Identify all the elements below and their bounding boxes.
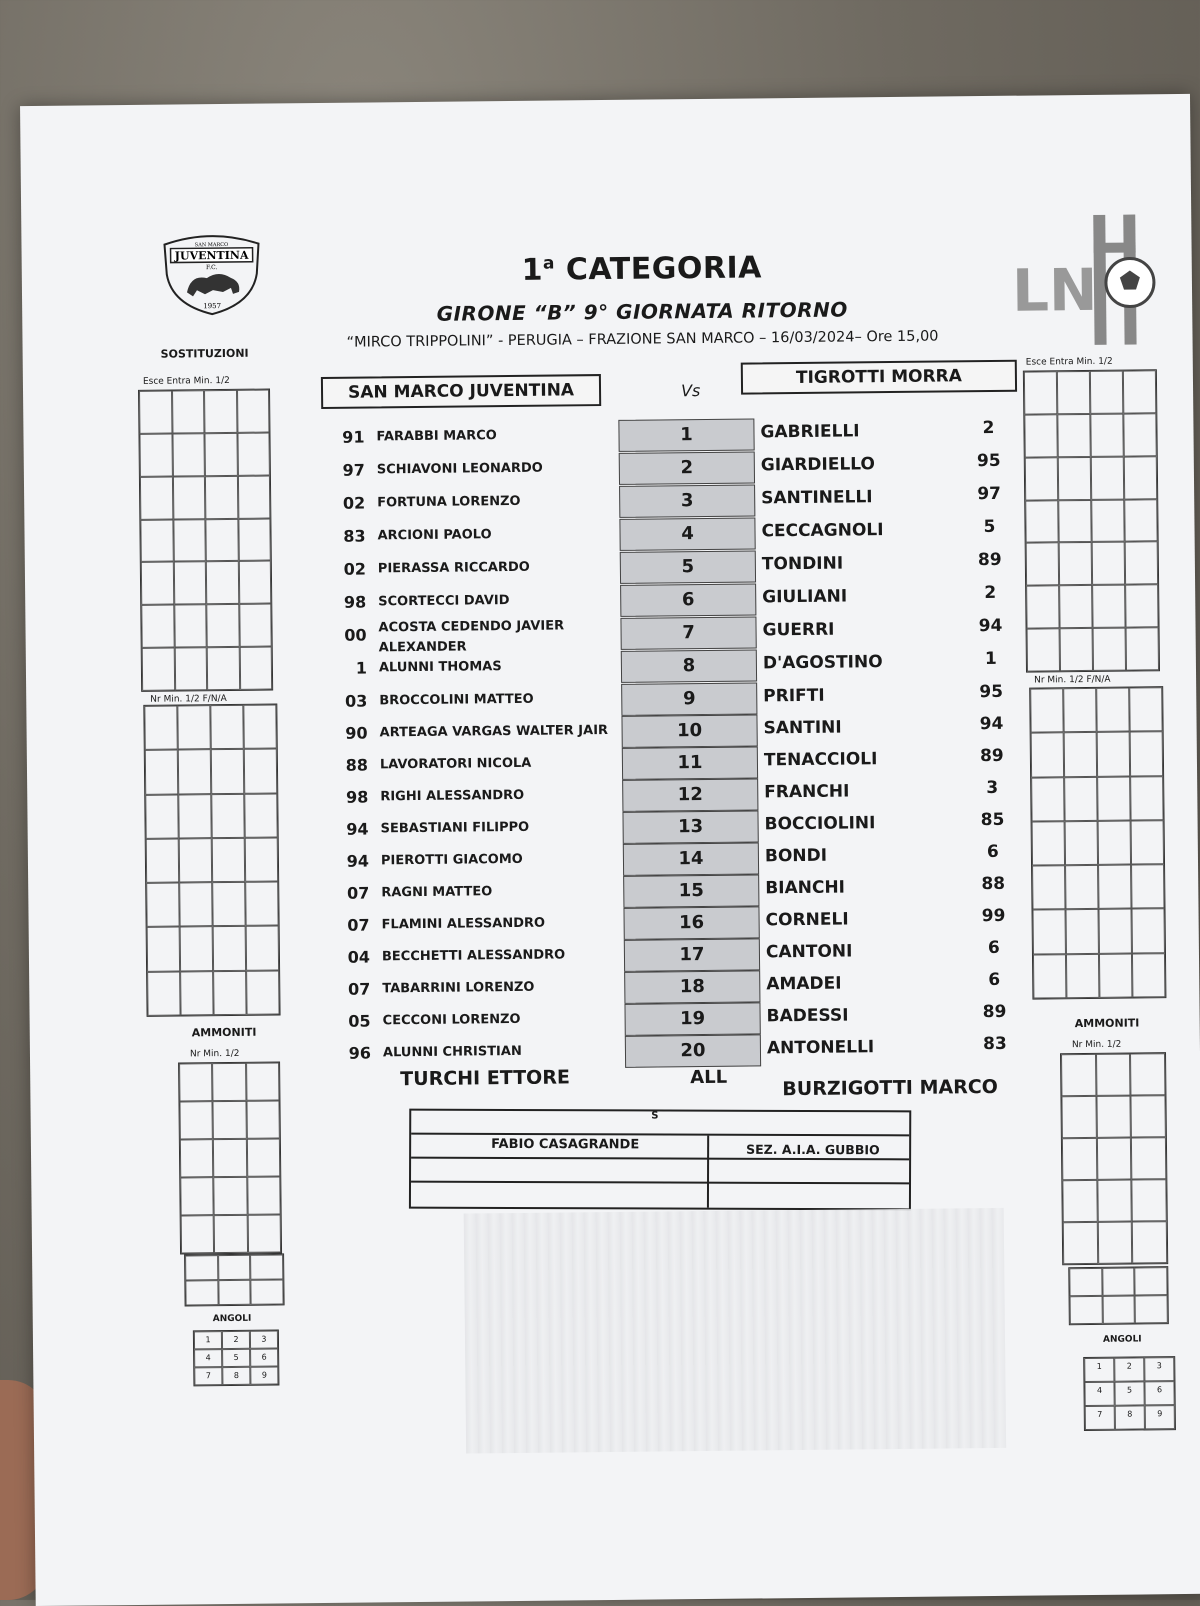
right-ammoniti-head: Nr Min. 1/2 <box>1071 1039 1122 1051</box>
away-player-number: 3 <box>986 777 999 799</box>
referee-name: FABIO CASAGRANDE <box>491 1136 640 1153</box>
left-extra-grid <box>184 1253 285 1306</box>
shirt-number: 7 <box>620 616 756 649</box>
shirt-number: 9 <box>621 682 757 715</box>
home-player-number: 96 <box>348 1043 372 1063</box>
away-player-name: SANTINI <box>763 717 842 739</box>
home-player-number: 03 <box>344 691 368 711</box>
shirt-number: 8 <box>621 649 757 682</box>
shirt-number: 15 <box>623 874 759 907</box>
home-player-name: SEBASTIANI FILIPPO <box>380 819 530 837</box>
away-player-number: 95 <box>979 681 1004 703</box>
away-player-number: 6 <box>986 841 999 863</box>
home-player-name: BECCHETTI ALESSANDRO <box>381 947 566 965</box>
faded-stamp-area <box>464 1208 1006 1454</box>
left-ammoniti-label: AMMONITI <box>191 1025 257 1040</box>
away-player-number: 85 <box>980 809 1005 831</box>
crest-year: 1957 <box>203 302 222 311</box>
home-player-number: 1 <box>355 658 368 678</box>
home-player-number: 94 <box>346 819 369 839</box>
away-player-number: 1 <box>984 648 997 670</box>
away-player-name: GIULIANI <box>762 586 848 608</box>
away-player-name: AMADEI <box>766 973 842 995</box>
away-player-number: 2 <box>984 582 997 604</box>
right-substitutions-head: Esce Entra Min. 1/2 <box>1025 356 1113 368</box>
home-player-number: 98 <box>345 787 369 807</box>
shirt-number: 2 <box>619 451 755 484</box>
lnd-logo <box>1011 214 1157 351</box>
shirt-number: 13 <box>622 810 758 843</box>
left-substitutions-grid <box>138 389 273 692</box>
home-player-number: 02 <box>342 493 366 513</box>
away-player-name: BOCCIOLINI <box>764 813 876 835</box>
away-player-name: BONDI <box>764 845 828 867</box>
home-player-number: 94 <box>346 851 370 871</box>
svg-text:LN: LN <box>1011 255 1098 325</box>
away-player-name: CORNELI <box>765 909 849 931</box>
shirt-number: 11 <box>622 746 758 779</box>
home-player-number: 02 <box>343 559 366 579</box>
shirt-number: 3 <box>619 484 755 517</box>
away-player-name: BADESSI <box>766 1005 849 1027</box>
away-player-name: TONDINI <box>761 553 844 575</box>
club-crest-logo <box>156 234 267 317</box>
left-ammoniti-grid <box>178 1061 282 1254</box>
home-player-name: LAVORATORI NICOLA <box>379 755 532 773</box>
home-player-name: SCHIAVONI LEONARDO <box>376 460 543 478</box>
shirt-number: 12 <box>622 778 758 811</box>
away-player-name: CECCAGNOLI <box>761 520 884 542</box>
left-angoli-label: ANGOLI <box>212 1313 252 1325</box>
home-player-number: 98 <box>343 592 367 612</box>
home-player-name: ALUNNI THOMAS <box>378 659 502 676</box>
referee-table <box>409 1109 911 1211</box>
crest-initials: F.C. <box>205 264 218 272</box>
shirt-number: 20 <box>625 1034 761 1067</box>
left-substitutions-head: Esce Entra Min. 1/2 <box>142 375 230 387</box>
home-player-number: 04 <box>347 947 371 967</box>
coach-label: ALL <box>690 1066 728 1089</box>
home-player-name: SCORTECCI DAVID <box>378 593 510 610</box>
right-corners-pad: 1 2 3 4 5 6 7 8 9 <box>1083 1356 1176 1431</box>
away-player-name: GUERRI <box>762 619 835 641</box>
home-player-name: FORTUNA LORENZO <box>377 493 521 511</box>
left-cards-grid <box>143 703 280 1016</box>
shirt-number: 14 <box>623 842 759 875</box>
home-team-name: SAN MARCO JUVENTINA <box>321 374 601 409</box>
home-player-number: 90 <box>345 723 368 743</box>
away-player-name: PRIFTI <box>763 685 825 707</box>
shirt-number: 17 <box>624 938 760 971</box>
crest-top-text: SAN MARCO <box>194 241 229 249</box>
match-subtitle: GIRONE “B” 9° GIORNATA RITORNO <box>436 297 848 326</box>
venue-line: “MIRCO TRIPPOLINI” - PERUGIA – FRAZIONE SAN MARCO – 16/03/2024– Ore 15,00 <box>346 328 939 351</box>
home-player-number: 05 <box>348 1011 371 1031</box>
away-player-number: 88 <box>981 873 1006 895</box>
home-player-number: 07 <box>347 979 371 999</box>
shirt-number: 10 <box>621 714 757 747</box>
home-player-number: 91 <box>342 427 365 447</box>
home-player-name: TABARRINI LORENZO <box>382 979 535 997</box>
home-player-name: ACOSTA CEDENDO JAVIER ALEXANDER <box>378 618 565 656</box>
away-player-number: 83 <box>982 1033 1007 1055</box>
right-ammoniti-grid <box>1060 1052 1168 1265</box>
home-player-number: 00 <box>344 625 367 645</box>
home-coach: TURCHI ETTORE <box>400 1066 571 1091</box>
away-player-number: 99 <box>981 905 1006 927</box>
away-player-number: 95 <box>976 450 1001 472</box>
away-player-number: 94 <box>978 615 1003 637</box>
home-player-name: PIEROTTI GIACOMO <box>380 851 523 869</box>
away-player-number: 6 <box>987 937 1000 959</box>
home-player-name: ARTEAGA VARGAS WALTER JAIR <box>379 723 609 741</box>
away-player-number: 97 <box>977 483 1002 505</box>
home-player-name: CECCONI LORENZO <box>382 1011 521 1029</box>
away-player-name: GIARDIELLO <box>760 454 876 476</box>
home-player-name: FLAMINI ALESSANDRO <box>381 915 546 933</box>
shirt-number: 19 <box>624 1002 760 1035</box>
shirt-number: 5 <box>620 550 756 583</box>
left-substitutions-label: SOSTITUZIONI <box>160 346 249 361</box>
shirt-number: 18 <box>624 970 760 1003</box>
versus-label: Vs <box>680 381 701 401</box>
away-player-number: 6 <box>988 969 1001 991</box>
away-player-number: 89 <box>979 745 1004 767</box>
home-player-name: RAGNI MATTEO <box>381 884 493 901</box>
home-player-name: FARABBI MARCO <box>376 428 497 445</box>
away-player-number: 94 <box>979 713 1004 735</box>
home-player-number: 83 <box>343 526 366 546</box>
home-player-name: RIGHI ALESSANDRO <box>380 787 525 805</box>
referee-section: SEZ. A.I.A. GUBBIO <box>746 1141 880 1158</box>
home-player-number: 07 <box>347 915 370 935</box>
away-coach: BURZIGOTTI MARCO <box>782 1075 998 1101</box>
away-player-name: FRANCHI <box>764 781 850 803</box>
lineup-sheet <box>20 94 1200 1606</box>
away-player-number: 5 <box>983 516 996 538</box>
home-player-number: 88 <box>345 755 369 775</box>
home-player-name: ARCIONI PAOLO <box>377 527 492 544</box>
home-player-name: PIERASSA RICCARDO <box>377 559 530 577</box>
away-player-number: 89 <box>982 1001 1007 1023</box>
away-player-name: CANTONI <box>765 941 853 963</box>
left-cards-head: Nr Min. 1/2 F/N/A <box>150 693 227 705</box>
shirt-number: 1 <box>618 418 754 451</box>
lineup-row <box>335 1031 1055 1071</box>
crest-name: JUVENTINA <box>174 248 249 263</box>
left-corners-pad: 1 2 3 4 5 6 7 8 9 <box>193 1329 280 1386</box>
referee-header: S <box>651 1110 659 1122</box>
away-player-name: GABRIELLI <box>760 421 860 443</box>
home-player-number: 07 <box>346 883 370 903</box>
home-player-number: 97 <box>342 460 365 480</box>
away-player-name: D'AGOSTINO <box>762 652 883 674</box>
right-cards-head: Nr Min. 1/2 F/N/A <box>1034 674 1111 686</box>
right-extra-grid <box>1068 1266 1169 1325</box>
right-ammoniti-label: AMMONITI <box>1074 1016 1140 1031</box>
shirt-number: 16 <box>623 906 759 939</box>
page-title: 1$^a$ CATEGORIA <box>521 250 763 288</box>
home-player-name: BROCCOLINI MATTEO <box>379 691 534 709</box>
away-player-name: ANTONELLI <box>766 1037 875 1059</box>
left-ammoniti-head: Nr Min. 1/2 <box>189 1048 240 1060</box>
away-player-name: TENACCIOLI <box>763 749 878 771</box>
shirt-number: 6 <box>620 583 756 616</box>
lineup-table <box>328 415 1048 1063</box>
right-angoli-label: ANGOLI <box>1102 1334 1142 1345</box>
away-player-name: SANTINELLI <box>761 487 873 509</box>
away-player-name: BIANCHI <box>765 877 846 899</box>
shirt-number: 4 <box>619 517 755 550</box>
away-team-name: TIGROTTI MORRA <box>741 360 1017 395</box>
home-player-name: ALUNNI CHRISTIAN <box>382 1043 522 1061</box>
away-player-number: 89 <box>977 549 1002 571</box>
away-player-number: 2 <box>982 417 995 439</box>
